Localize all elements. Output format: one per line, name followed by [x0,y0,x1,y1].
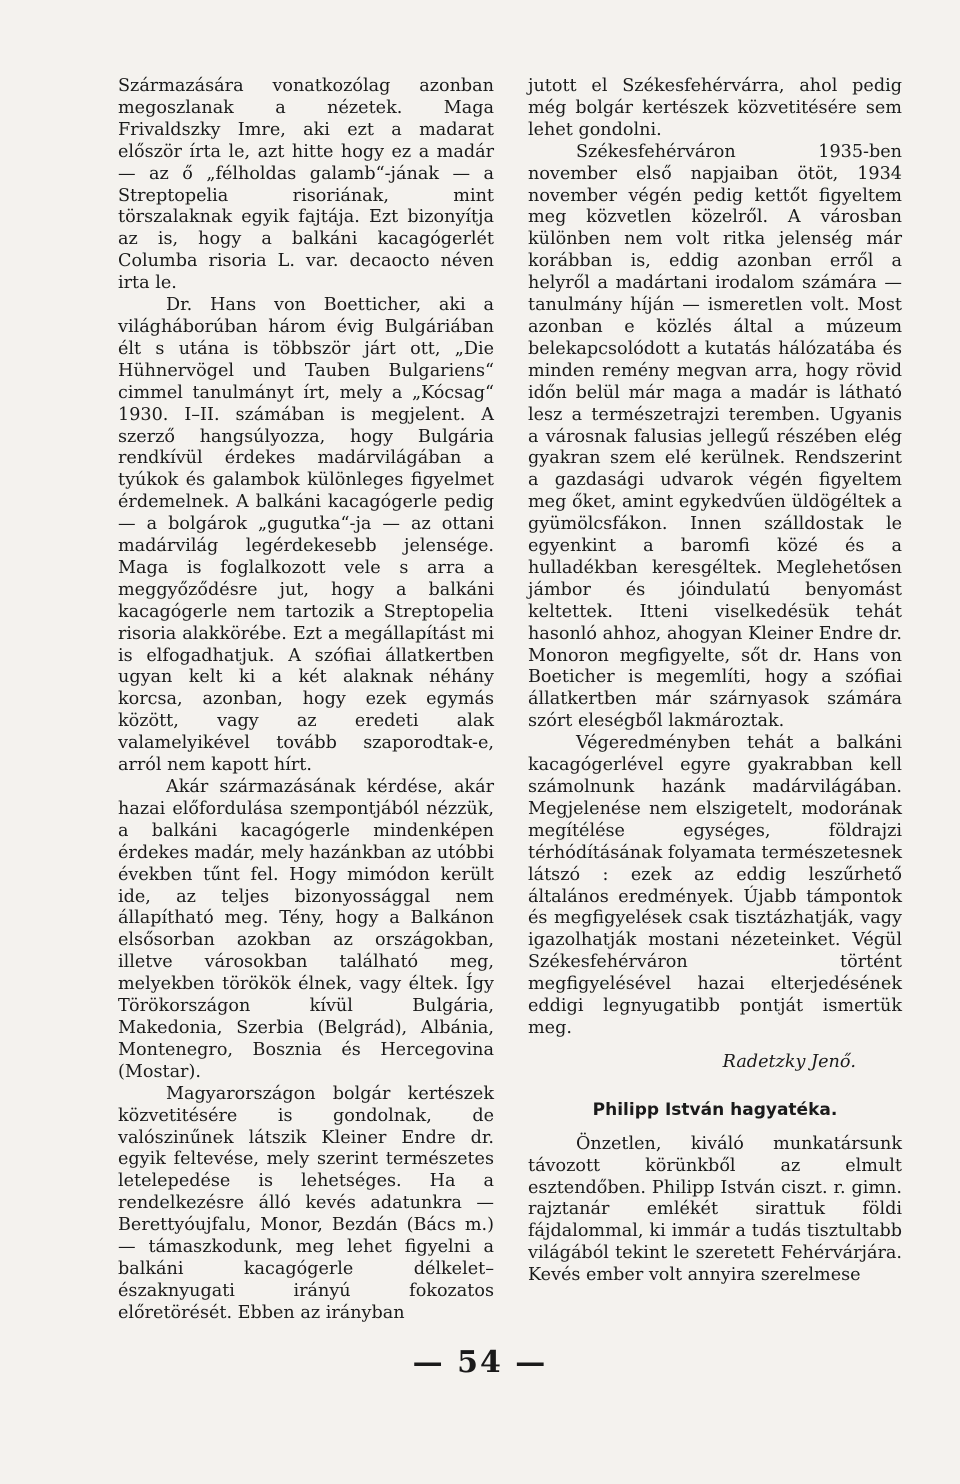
paragraph: Végeredményben tehát a balkáni kacagógerlével egyre gyakrabban kell számolnunk hazánk madárvilágában. Megjelenése nem elszigetelt, modorának megítélése egységes, földrajzi térhódításának folyamata természetesnek látszó : ezek az eddig leszűrhető általános eredmények. Újabb támpontok és megfigyelések csak tisztázhatják, vagy igazolhatják mostani nézeteinket. Végül Székesfehérváron történt megfigyelésével hazai elterjedésének eddigi legnyugatibb pontját ismertük meg. [528,733,902,1038]
paragraph: Dr. Hans von Boetticher, aki a világháborúban három évig Bulgáriában élt s utána is többször járt ott, „Die Hühnervögel und Tauben Bulgariens“ cimmel tanulmányt írt, mely a „Kócsag“ 1930. I–II. számában is megjelent. A szerző hangsúlyozza, hogy Bulgária rendkívül érdekes madárvilágában a tyúkok és galambok különleges figyelmet érdemelnek. A balkáni kacagógerle pedig — a bolgárok „gugutka“-ja — az ottani madárvilág legérdekesebb jelensége. Maga is foglalkozott vele s arra a meggyőződésre jut, hogy a balkáni kacagógerle nem tartozik a Streptopelia risoria alakkörébe. Ezt a megállapítást mi is elfogadhatjuk. A szófiai állatkertben ugyan kelt ki a két alaknak néhány korcsa, azonban, hogy ezek egymás között, vagy az eredeti alak valamelyikével tovább szaporodtak-e, arról nem kapott hírt. [118,295,494,776]
paragraph: Származására vonatkozólag azonban megoszlanak a nézetek. Maga Frivaldszky Imre, aki ezt a madarat először írta le, azt hitte hogy ez a madár — az ő „félholdas galamb“-jának — a Streptopelia risoriának, mint törszalaknak egyik fajtája. Ezt bizonyítja az is, hogy a balkáni kacagógerlét Columba risoria L. var. decaocto néven irta le. [118,76,494,294]
paragraph: Önzetlen, kiváló munkatársunk távozott körünkből az elmult esztendőben. Philipp István ciszt. r. gimn. rajztanár emlékét sirattuk földi fájdalommal, ki immár a tudás tisztultabb világából tekint le szeretett Fehérvárjára. Kevés ember volt annyira szerelmese [528,1133,902,1286]
paragraph: Magyarországon bolgár kertészek közvetitésére is gondolnak, de valószinűnek látszik Kleiner Endre dr. egyik feltevése, mely szerint természetes letelepedése is lehetséges. Ha a rendelkezésre álló kevés adatunkra — Berettyóujfalu, Monor, Bezdán (Bács m.) — támaszkodunk, meg lehet figyelni a balkáni kacagógerle délkelet–északnyugati irányú fokozatos előretörését. Ebben az irányban [118,1083,494,1323]
section-heading: Philipp István hagyatéka. [592,1099,838,1120]
author-signature: Radetzky Jenő. [722,1051,856,1072]
paragraph: jutott el Székesfehérvárra, ahol pedig még bolgár kertészek közvetitésére sem lehet gondolni. [528,76,902,140]
paragraph: Székesfehérváron 1935-ben november első napjaiban ötöt, 1934 november végén pedig kettőt figyeltem meg közvetlen közelről. A városban különben nem volt ritka jelenség már korábban is, eddig azonban erről a helyről a madártani irodalom számára — tanulmány híján — ismeretlen volt. Most azonban e közlés által a múzeum belekapcsolódott a kutatás hálózatába és minden remény megvan arra, hogy rövid időn belül már maga a madár is látható lesz a természetrajzi teremben. Ugyanis a városnak falusias jellegű részében elég gyakran szem elé kerülnek. Rendszerint a gazdasági udvarok végén figyeltem meg őket, amint egykedvűen üldögéltek a gyümölcsfákon. Innen szálldostak le egyenkint a baromfi közé és a hulladékban keresgéltek. Meglehetősen jámbor és jóindulatú benyomást keltettek. Itteni viselkedésük tehát hasonló ahhoz, ahogyan Kleiner Endre dr. Monoron megfigyelte, sőt dr. Hans von Boeticher is megemlíti, hogy a szófiai állatkertben már szárnyasok számára szórt eleségből lakmároztak. [528,141,902,732]
left-column [118,76,494,1325]
right-column [528,76,902,1287]
paragraph: Akár származásának kérdése, akár hazai előfordulása szempontjából nézzük, a balkáni kacagógerle mindenképen érdekes madár, mely hazánkban az utóbbi években tűnt fel. Hogy mimódon került ide, az teljes bizonyossággal nem állapítható meg. Tény, hogy a Balkánon elsősorban azokban az országokban, illetve városokban található meg, melyekben törökök élnek, vagy éltek. Így Törökországon kívül Bulgária, Makedonia, Szerbia (Belgrád), Albánia, Montenegro, Bosznia és Hercegovina (Mostar). [118,777,494,1082]
page-number: — 54 — [412,1345,548,1380]
